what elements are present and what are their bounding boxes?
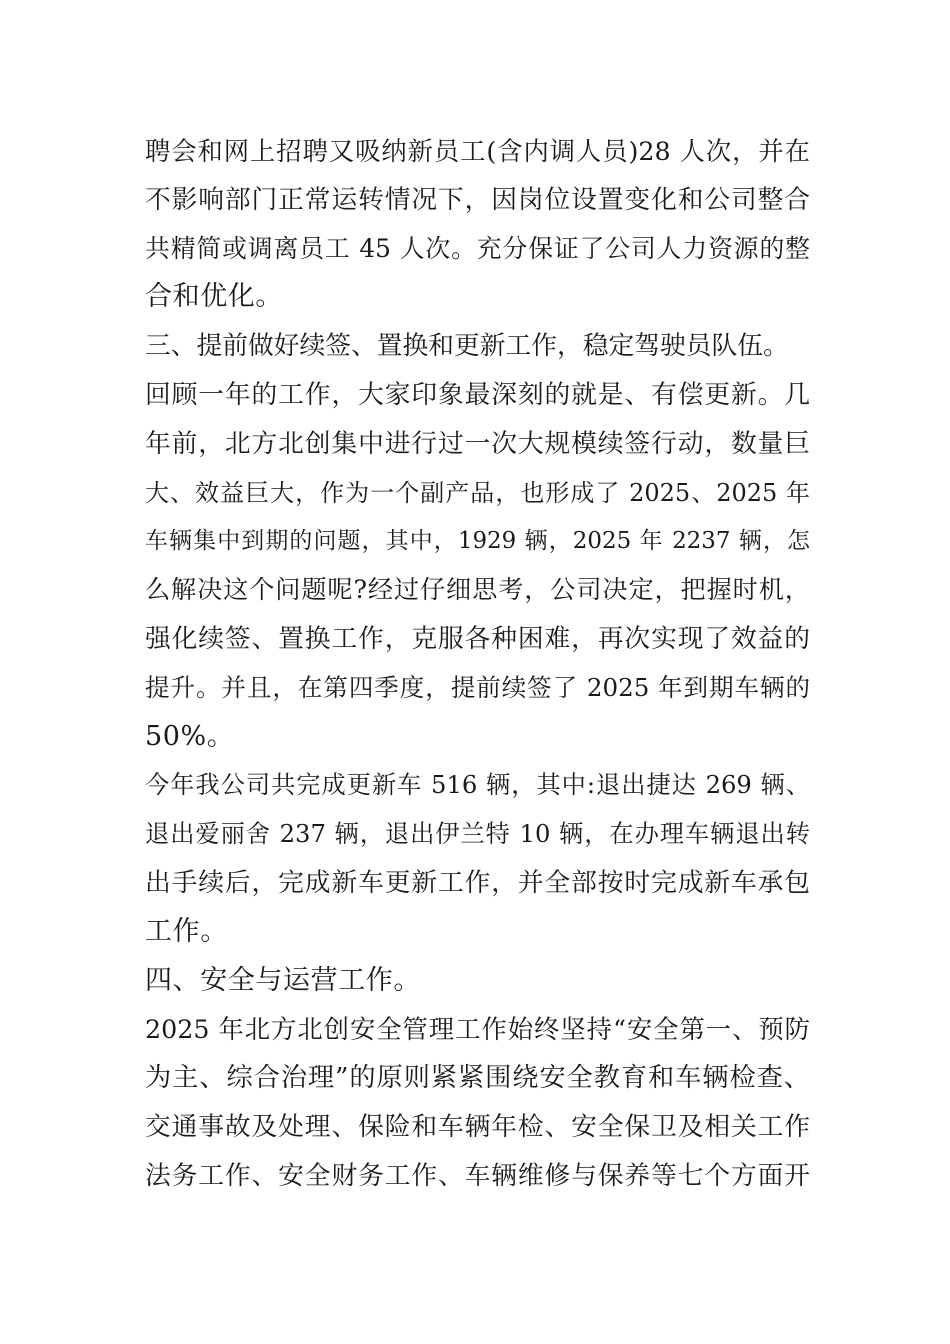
- text-line: 强化续签、置换工作，克服各种困难，再次实现了效益的: [145, 623, 810, 654]
- text-line: 2025 年北方北创安全管理工作始终坚持“安全第一、预防: [145, 1014, 810, 1045]
- text-line: 今年我公司共完成更新车 516 辆，其中:退出捷达 269 辆、: [145, 770, 810, 800]
- text-line: 交通事故及处理、保险和车辆年检、安全保卫及相关工作: [145, 1111, 810, 1142]
- text-line: 提升。并且，在第四季度，提前续签了 2025 年到期车辆的: [145, 672, 810, 702]
- text-line: 车辆集中到期的问题，其中，1929 辆，2025 年 2237 辆，怎: [145, 528, 810, 555]
- text-line: 为主、综合治理”的原则紧紧围绕安全教育和车辆检查、: [145, 1063, 810, 1094]
- text-line: 合和优化。: [145, 281, 283, 313]
- section-heading: 三、提前做好续签、置换和更新工作，稳定驾驶员队伍。: [145, 331, 789, 362]
- text-line: 大、效益巨大，作为一个副产品，也形成了 2025、2025 年: [145, 478, 810, 507]
- text-line: 回顾一年的工作，大家印象最深刻的就是、有偿更新。几: [145, 379, 810, 410]
- document-body: [145, 127, 810, 1201]
- text-line: 共精简或调离员工 45 人次。充分保证了公司人力资源的整: [145, 233, 810, 263]
- section-heading: 四、安全与运营工作。: [145, 964, 421, 996]
- text-line: 法务工作、安全财务工作、车辆维修与保养等七个方面开: [145, 1160, 810, 1191]
- text-line: 不影响部门正常运转情况下，因岗位设置变化和公司整合: [145, 184, 810, 215]
- text-line: 工作。: [145, 915, 228, 947]
- text-line: 么解决这个问题呢?经过仔细思考，公司决定，把握时机，: [145, 575, 810, 605]
- text-line: 年前，北方北创集中进行过一次大规模续签行动，数量巨: [145, 428, 810, 459]
- text-line: 退出爱丽舍 237 辆，退出伊兰特 10 辆，在办理车辆退出转: [145, 819, 810, 849]
- text-line: 50%。: [145, 720, 235, 752]
- text-line: 出手续后，完成新车更新工作，并全部按时完成新车承包: [145, 867, 810, 898]
- text-line: 聘会和网上招聘又吸纳新员工(含内调人员)28 人次，并在: [145, 136, 810, 166]
